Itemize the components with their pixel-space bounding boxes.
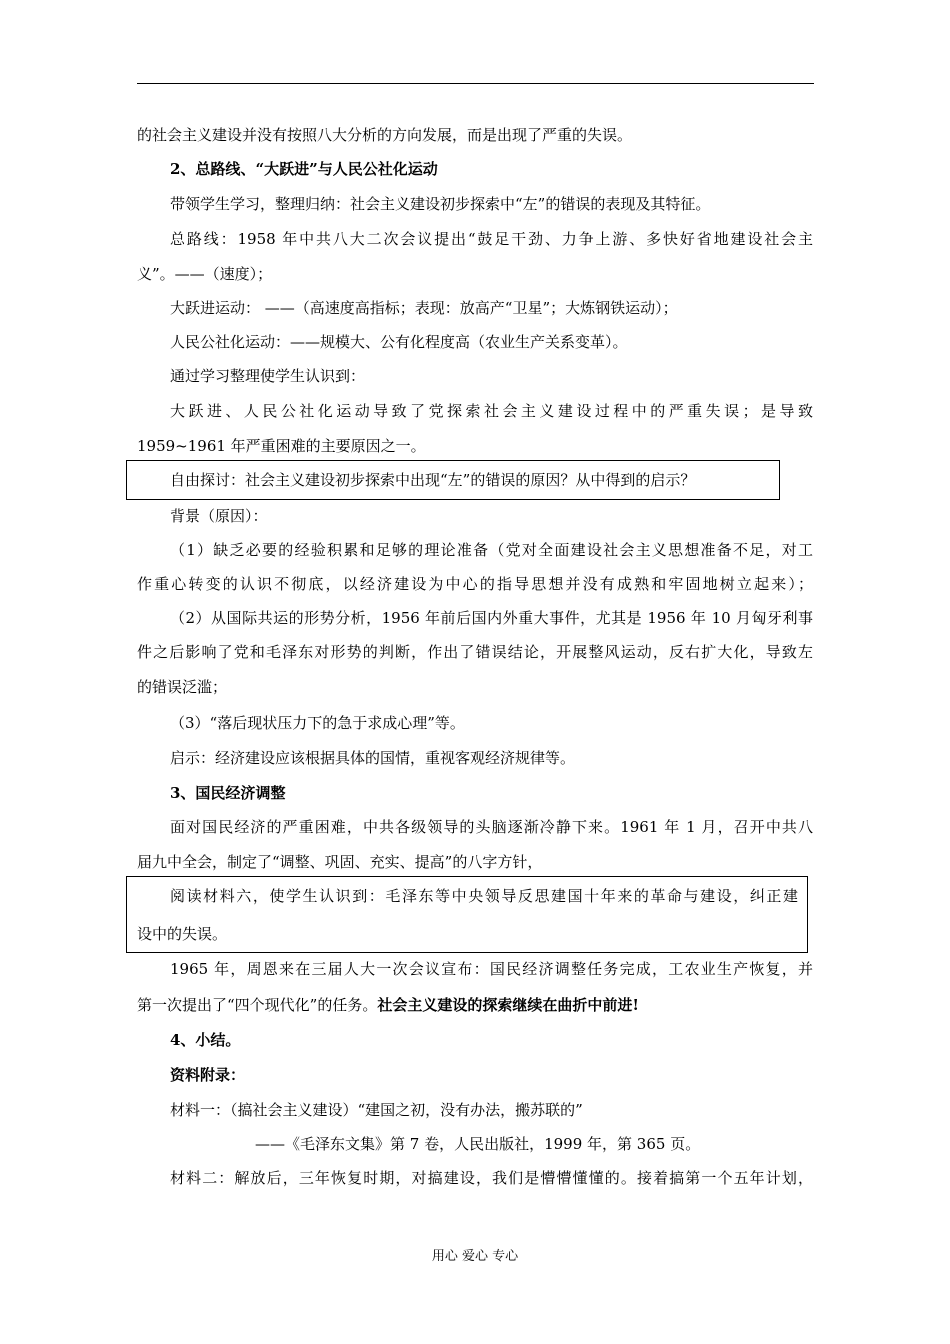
emphasis-text: 社会主义建设的探索继续在曲折中前进!: [377, 996, 639, 1014]
text-line: （1）缺乏必要的经验积累和足够的理论准备（党对全面建设社会主义思想准备不足，对工: [170, 541, 813, 559]
section-heading-3: 3、国民经济调整: [170, 784, 286, 802]
text-line: [137, 995, 639, 1015]
section-heading-2: 2、总路线、“大跃进”与人民公社化运动: [170, 160, 438, 178]
text-span: 第一次提出了“四个现代化”的任务。: [137, 996, 378, 1014]
text-line: 的错误泛滥；: [137, 678, 228, 696]
text-line: 面对国民经济的严重困难，中共各级领导的头脑逐渐冷静下来。1961 年 1 月，召开中共八: [170, 818, 813, 836]
text-line: 件之后影响了党和毛泽东对形势的判断，作出了错误结论，开展整风运动，反右扩大化，导致左: [137, 643, 813, 661]
citation-line: ——《毛泽东文集》第 7 卷，人民出版社，1999 年，第 365 页。: [255, 1135, 701, 1153]
text-line: 通过学习整理使学生认识到：: [170, 367, 366, 385]
section-heading-4: 4、小结。: [170, 1031, 241, 1049]
page-footer: 用心 爱心 专心: [431, 1249, 519, 1264]
header-rule: [137, 83, 814, 84]
text-line: 1965 年，周恩来在三届人大一次会议宣布：国民经济调整任务完成，工农业生产恢复，并: [170, 960, 813, 978]
text-line: 大跃进、人民公社化运动导致了党探索社会主义建设过程中的严重失误；是导致: [170, 402, 813, 420]
text-line: 1959~1961 年严重困难的主要原因之一。: [137, 437, 426, 455]
text-line: 大跃进运动： ——（高速度高指标；表现：放高产“卫星”；大炼钢铁运动）；: [170, 299, 678, 317]
discussion-text: 自由探讨：社会主义建设初步探索中出现“左”的错误的原因？从中得到的启示？: [170, 471, 696, 489]
text-line: 背景（原因）：: [170, 507, 268, 525]
text-line: 启示：经济建设应该根据具体的国情，重视客观经济规律等。: [170, 749, 576, 767]
text-line: 的社会主义建设并没有按照八大分析的方向发展，而是出现了严重的失误。: [137, 126, 633, 144]
text-line: 总路线：1958 年中共八大二次会议提出“鼓足干劲、力争上游、多快好省地建设社会主: [170, 230, 813, 248]
material-line: 材料二：解放后，三年恢复时期，对搞建设，我们是懵懵懂懂的。接着搞第一个五年计划，: [170, 1169, 813, 1187]
reading-text: 阅读材料六，使学生认识到：毛泽东等中央领导反思建国十年来的革命与建设，纠正建: [170, 887, 798, 905]
text-line: （3）“落后现状压力下的急于求成心理”等。: [170, 714, 465, 732]
text-line: 届九中全会，制定了“调整、巩固、充实、提高”的八字方针，: [137, 853, 543, 871]
reading-text: 设中的失误。: [137, 925, 228, 943]
text-line: 人民公社化运动：——规模大、公有化程度高（农业生产关系变革）。: [170, 333, 628, 351]
text-line: 义”。——（速度）；: [137, 265, 273, 283]
text-line: 作重心转变的认识不彻底，以经济建设为中心的指导思想并没有成熟和牢固地树立起来）；: [137, 575, 813, 593]
material-line: 材料一：（搞社会主义建设）“建国之初，没有办法，搬苏联的”: [170, 1101, 583, 1119]
text-line: （2）从国际共运的形势分析，1956 年前后国内外重大事件，尤其是 1956 年 10 月匈牙利事: [170, 609, 813, 627]
text-line: 带领学生学习，整理归纳：社会主义建设初步探索中“左”的错误的表现及其特征。: [170, 195, 711, 213]
appendix-heading: 资料附录：: [170, 1066, 246, 1084]
